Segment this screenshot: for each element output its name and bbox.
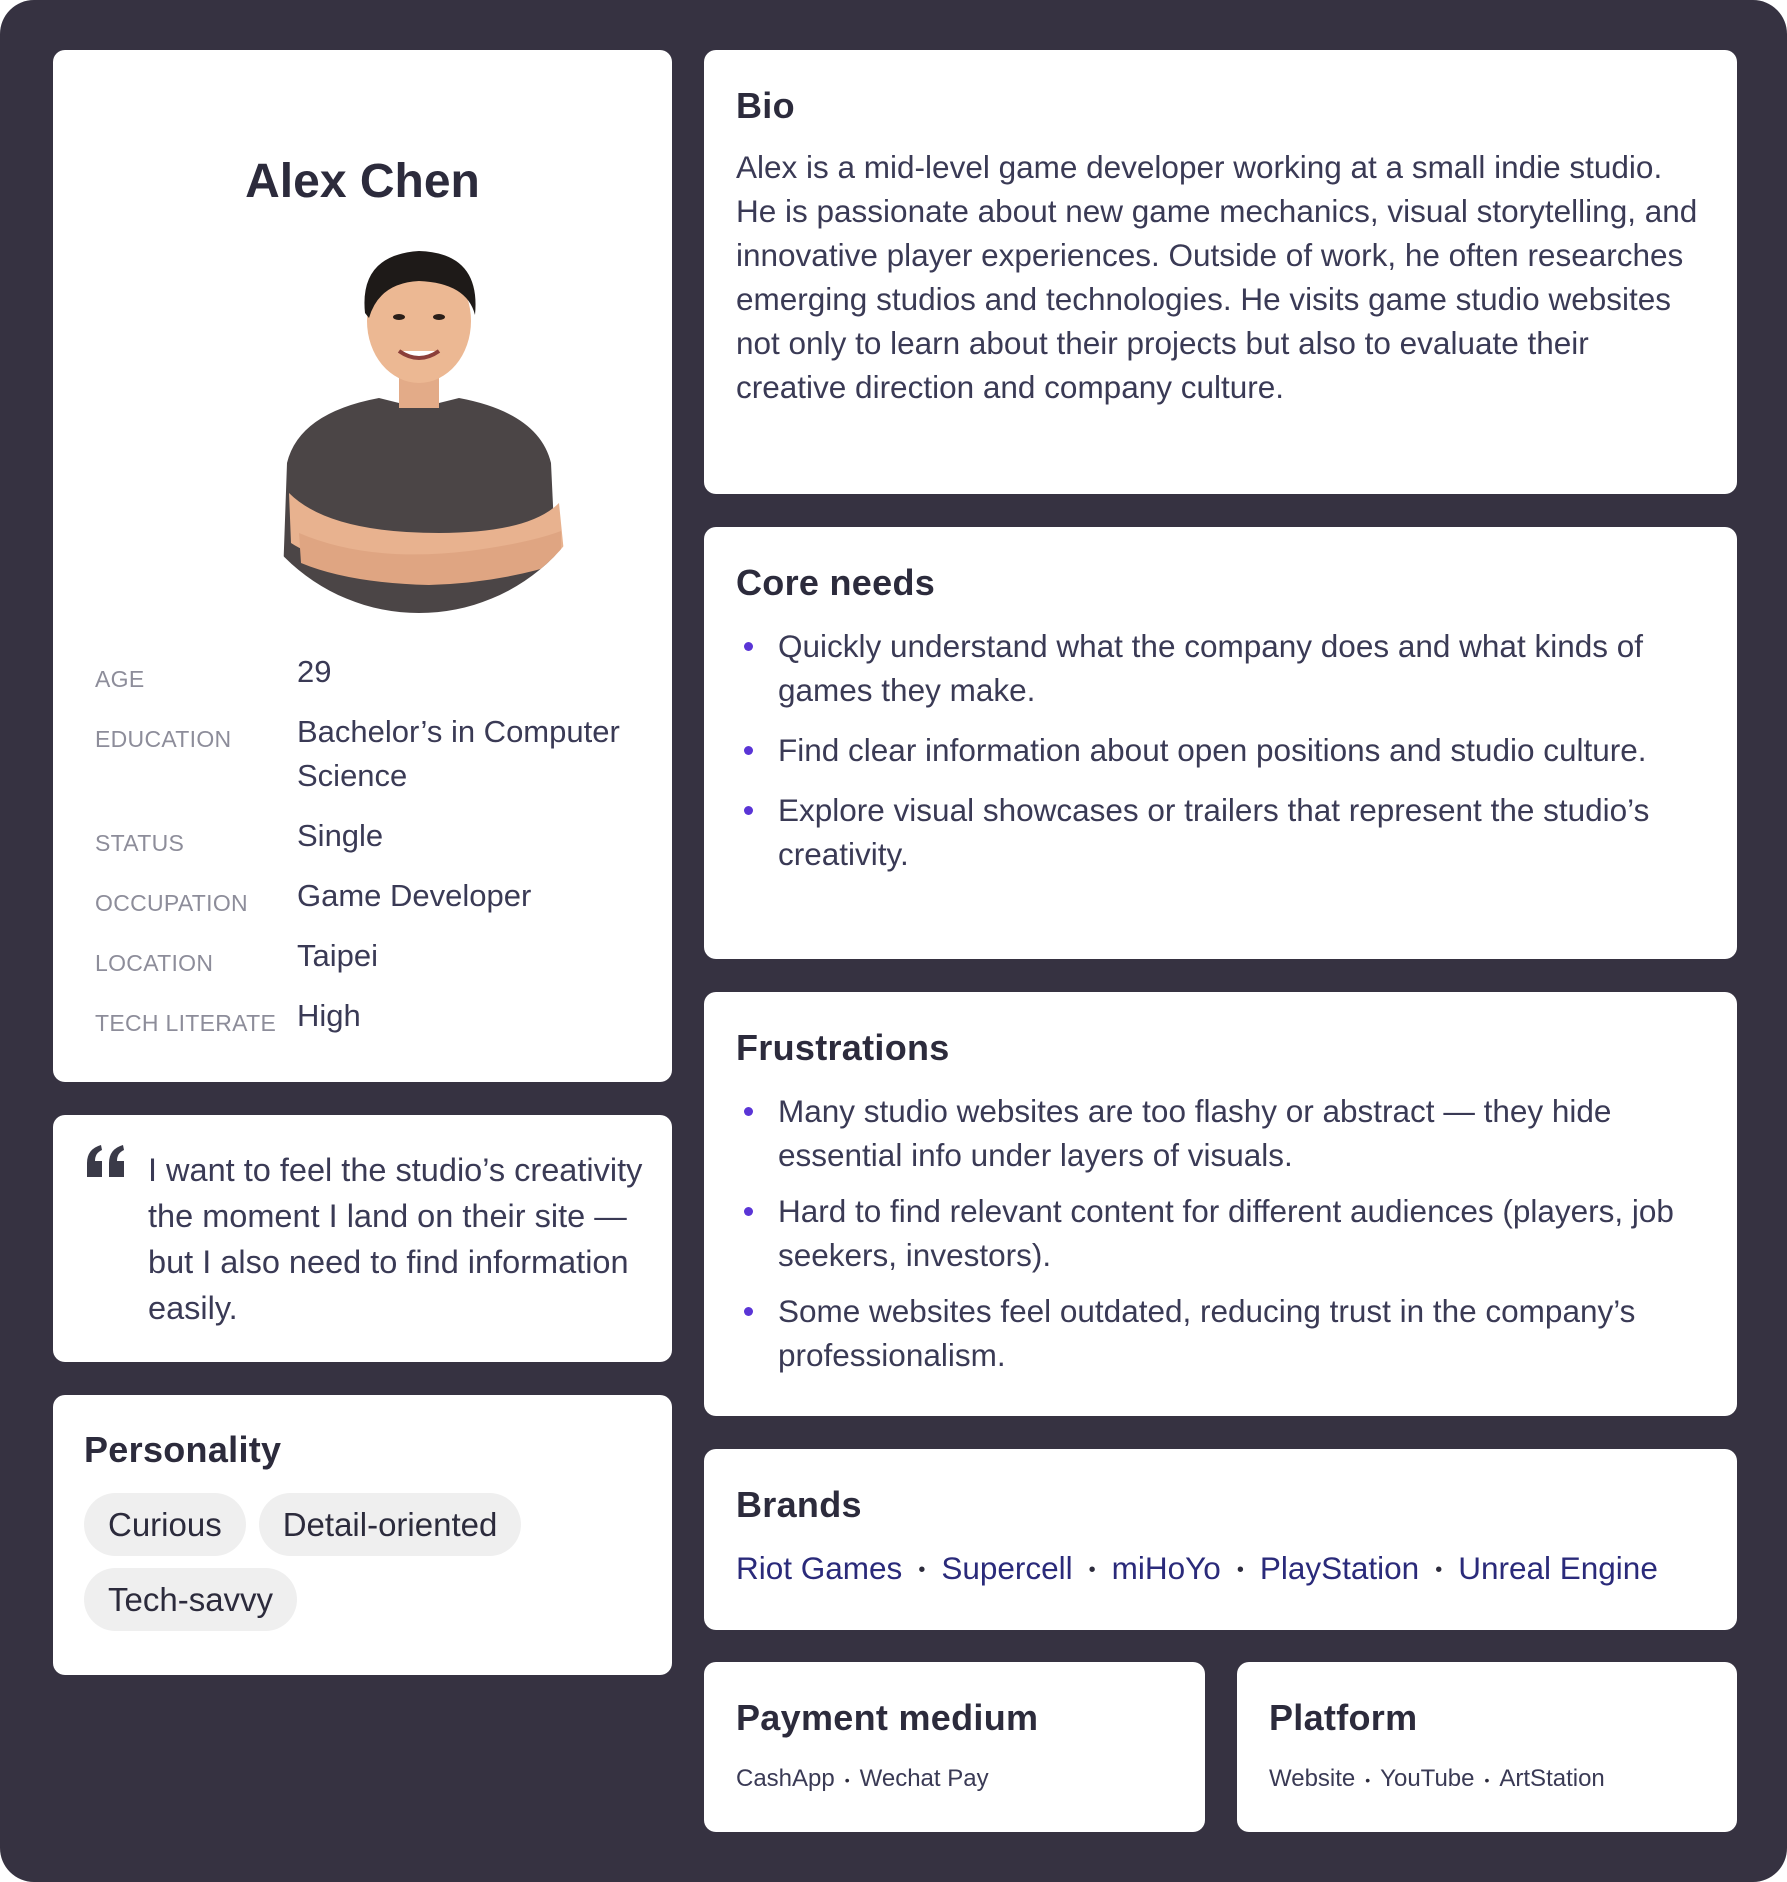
section-title: Platform xyxy=(1269,1697,1418,1738)
payment-card xyxy=(704,1662,1205,1832)
bullet-icon xyxy=(744,642,753,651)
trait-chip: Tech-savvy xyxy=(84,1568,297,1631)
bullet-icon xyxy=(744,1307,753,1316)
attribute-value: 29 xyxy=(297,654,332,689)
section-title: Bio xyxy=(736,85,795,126)
brand-list xyxy=(736,1550,1705,1587)
list-item-text: Find clear information about open positions and studio culture. xyxy=(778,732,1647,768)
payment-item: CashApp xyxy=(736,1765,835,1792)
section-title: Brands xyxy=(736,1484,862,1525)
separator-dot: • xyxy=(1236,1559,1244,1582)
platform-item: ArtStation xyxy=(1499,1765,1605,1792)
platform-card xyxy=(1237,1662,1737,1832)
payment-item: Wechat Pay xyxy=(859,1765,989,1792)
trait-chip: Detail-oriented xyxy=(259,1493,522,1556)
brands-card xyxy=(704,1449,1737,1630)
attribute-value: Game Developer xyxy=(297,878,532,913)
trait-chip: Curious xyxy=(84,1493,246,1556)
attribute-value: Single xyxy=(297,818,384,853)
attribute-row xyxy=(95,934,655,978)
quote-mark-icon xyxy=(85,1143,127,1179)
separator-dot: • xyxy=(1088,1559,1096,1582)
core-needs-list xyxy=(736,624,1705,876)
attribute-label: EDUCATION xyxy=(95,726,232,752)
attribute-label: AGE xyxy=(95,666,145,692)
separator-dot: • xyxy=(1435,1559,1443,1582)
persona-name: Alex Chen xyxy=(245,155,480,208)
attribute-label: STATUS xyxy=(95,830,185,856)
frustrations-list xyxy=(736,1089,1705,1377)
attribute-label: LOCATION xyxy=(95,950,214,976)
separator-dot: • xyxy=(918,1559,926,1582)
section-title: Payment medium xyxy=(736,1697,1039,1738)
platform-item: Website xyxy=(1269,1765,1356,1792)
brand-item: Unreal Engine xyxy=(1458,1550,1658,1586)
list-item-text: Many studio websites are too flashy or abstract — they hide essential info under layers of visuals. xyxy=(778,1093,1612,1173)
personality-card xyxy=(53,1395,672,1675)
section-title: Frustrations xyxy=(736,1027,950,1068)
bullet-icon xyxy=(744,1207,753,1216)
separator-dot: • xyxy=(844,1771,850,1788)
list-item xyxy=(736,1089,1705,1177)
bullet-icon xyxy=(744,1107,753,1116)
platform-item: YouTube xyxy=(1380,1765,1475,1792)
list-item-text: Explore visual showcases or trailers that represent the studio’s creativity. xyxy=(778,792,1650,872)
attribute-label: OCCUPATION xyxy=(95,890,248,916)
bullet-icon xyxy=(744,806,753,815)
brand-item: Supercell xyxy=(941,1550,1073,1586)
quote-card xyxy=(53,1115,672,1362)
bio-text: Alex is a mid-level game developer working at a small indie studio. He is passionate about new game mechanics, visual storytelling, and innovative player experiences. Outside of work, he often researches emerging studios and technologies. He visits game studio websites not only to learn about their projects but also to evaluate their creative direction and company culture. xyxy=(736,149,1698,405)
list-item-text: Some websites feel outdated, reducing trust in the company’s professionalism. xyxy=(778,1293,1636,1373)
core-needs-card xyxy=(704,527,1737,959)
attribute-value: Bachelor’s in Computer Science xyxy=(297,714,620,793)
brand-item: miHoYo xyxy=(1111,1550,1221,1586)
attribute-row xyxy=(95,994,655,1038)
quote-text: I want to feel the studio’s creativity the moment I land on their site — but I also need to find information easily. xyxy=(148,1152,643,1326)
attribute-row xyxy=(95,710,655,798)
list-item xyxy=(736,1189,1705,1277)
list-item xyxy=(736,1289,1705,1377)
avatar xyxy=(229,233,609,613)
attribute-row xyxy=(95,814,655,858)
list-item-text: Hard to find relevant content for different audiences (players, job seekers, investors). xyxy=(778,1193,1674,1273)
separator-dot: • xyxy=(1365,1771,1371,1788)
attribute-value: Taipei xyxy=(297,938,378,973)
trait-chips xyxy=(84,1493,604,1631)
separator-dot: • xyxy=(1484,1771,1490,1788)
section-title: Core needs xyxy=(736,562,936,603)
attribute-row xyxy=(95,874,655,918)
attribute-label: TECH LITERATE xyxy=(95,1010,277,1036)
brand-item: Riot Games xyxy=(736,1550,903,1586)
brand-item: PlayStation xyxy=(1259,1550,1420,1586)
list-item xyxy=(736,624,1705,712)
platform-list xyxy=(1269,1765,1705,1793)
bullet-icon xyxy=(744,746,753,755)
attribute-list xyxy=(95,650,655,1054)
attribute-row xyxy=(95,650,655,694)
profile-card xyxy=(53,50,672,1082)
list-item xyxy=(736,788,1705,876)
list-item-text: Quickly understand what the company does and what kinds of games they make. xyxy=(778,628,1644,708)
frustrations-card xyxy=(704,992,1737,1416)
attribute-value: High xyxy=(297,998,361,1033)
section-title: Personality xyxy=(84,1429,282,1470)
payment-list xyxy=(736,1765,1173,1793)
list-item xyxy=(736,728,1705,772)
bio-card xyxy=(704,50,1737,494)
